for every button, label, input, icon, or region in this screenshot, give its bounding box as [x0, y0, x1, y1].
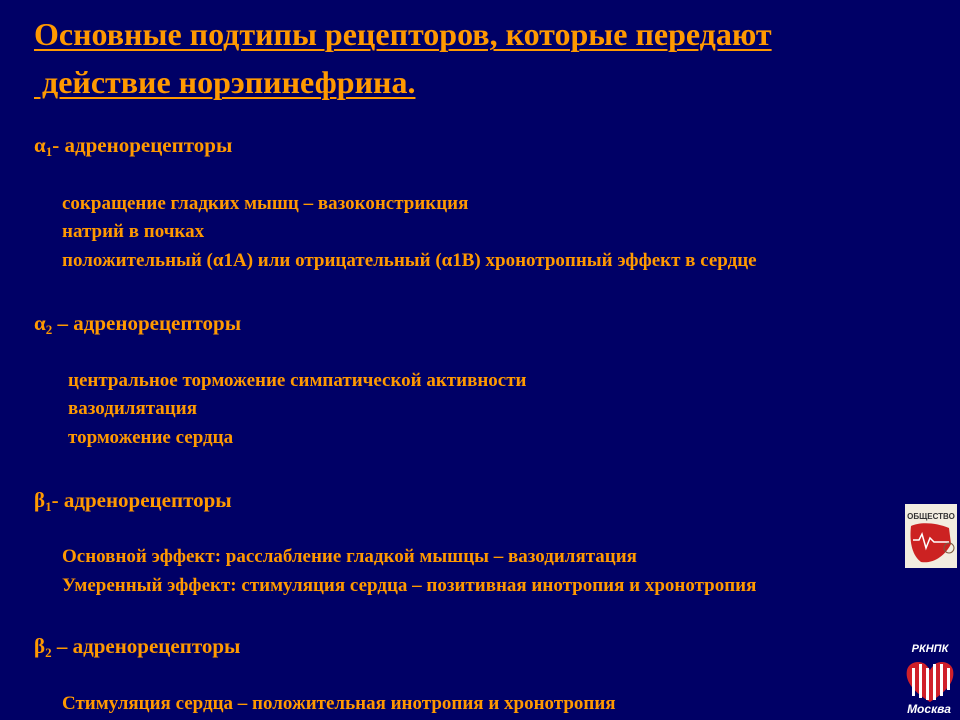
list-item: сокращение гладких мышц – вазоконстрикция — [62, 193, 469, 214]
list-item: Основной эффект: расслабление гладкой мышцы – вазодилятация — [62, 546, 637, 567]
list-item: Умеренный эффект: стимуляция сердца – позитивная инотропия и хронотропия — [62, 575, 757, 596]
list-item: натрий в почках — [62, 221, 205, 242]
title-line-2: действие норэпинефрина. — [34, 64, 416, 100]
slide-title — [34, 10, 934, 106]
rknpk-label: РКНПК — [911, 643, 949, 655]
section-heading-beta1: $\beta_1-$ адренорецепторы — [34, 488, 232, 514]
list-item: торможение сердца — [68, 427, 234, 448]
section-heading-alpha1: $\alpha_1-$ адренорецепторы — [34, 133, 233, 159]
svg-text:ОБЩЕСТВО: ОБЩЕСТВО — [907, 512, 955, 521]
society-logo — [905, 504, 957, 568]
list-item: Стимуляция сердца – положительная инотропия и хронотропия — [62, 693, 616, 714]
rknpk-city: Москва — [907, 702, 951, 716]
list-item: центральное торможение симпатической активности — [68, 370, 527, 391]
title-line-1: Основные подтипы рецепторов, которые передают — [34, 16, 772, 52]
society-emblem-icon — [905, 504, 957, 568]
list-item: вазодилятация — [68, 398, 197, 419]
section-heading-beta2: $\beta_2$ – адренорецепторы — [34, 634, 241, 660]
rknpk-heart-icon — [903, 658, 957, 704]
list-item: положительный (α1А) или отрицательный (α1В) хронотропный эффект в сердце — [62, 250, 757, 271]
rknpk-logo — [903, 658, 957, 704]
section-heading-alpha2: $\alpha_2$ – адренорецепторы — [34, 311, 242, 337]
